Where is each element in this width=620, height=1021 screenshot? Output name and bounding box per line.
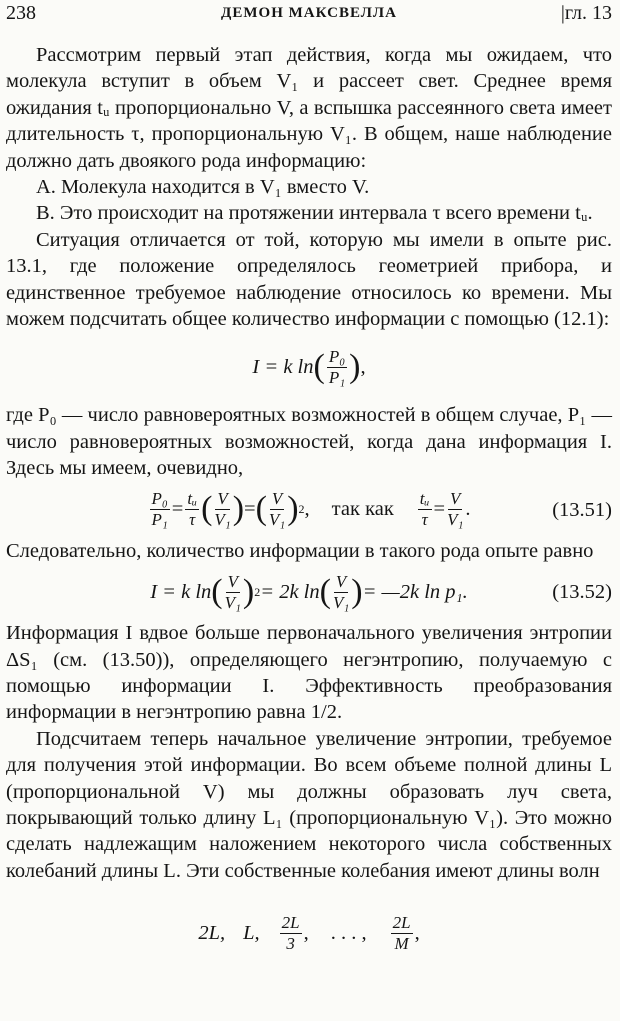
denominator: V₁ — [332, 592, 350, 612]
numerator: tᵤ — [187, 489, 198, 509]
numerator: V — [450, 489, 461, 509]
formula-information: I = k ln ( $\frac{\text{P₀}}{\text{P₁}}$ ) , — [252, 346, 366, 387]
denominator: P₁ — [151, 510, 168, 530]
equation-number: (13.52) — [552, 580, 612, 603]
running-title: ДЕМОН МАКСВЕЛЛА — [221, 5, 397, 21]
fraction — [225, 572, 241, 613]
page-number: 238 — [6, 2, 36, 24]
fraction — [150, 489, 170, 530]
denominator: τ — [421, 510, 428, 530]
fraction — [447, 489, 463, 530]
formula3-rhs: = —2k ln p₁. — [362, 580, 468, 603]
term-b: L, — [243, 921, 260, 944]
term-d-tail: , — [414, 921, 420, 944]
paragraph-4: Следовательно, количество информации в такого рода опыте равно — [6, 539, 594, 562]
paragraph-1: Рассмотрим первый этап действия, когда мы ожидаем, что молекула вступит в объем V₁ и рассеет свет. Среднее время ожидания tᵤ пропорционально V, а вспышка рассеянного света имеет длительность τ, пропорциональную V₁. В общем, наше наблюдение должно дать двоякого рода информацию: — [6, 44, 612, 172]
formula-13-51: $\frac{\text{P₀}}{\text{P₁}}$ = $\frac{\text{tᵤ}}{\tau}$ ( $\frac{V}{\text{V₁}}$ ) = ( $\frac{V}{\text{V₁}}$ ) 2 , так как $\frac{\text{tᵤ}}{\tau}$ = $\frac{V}{\text{V₁}}$ . (13.51) — [151, 489, 612, 530]
denominator: V₁ — [214, 510, 231, 530]
fraction — [214, 489, 230, 530]
item-a: А. Молекула находится в V₁ вместо V. — [36, 176, 370, 199]
fraction — [418, 489, 432, 530]
paragraph-3: где P₀ — число равновероятных возможностей в общем случае, P₁ — число равновероятных возможностей, когда дана информация I. Здесь мы имеем, очевидно, — [6, 404, 612, 480]
numerator: V — [227, 571, 238, 591]
denominator: τ — [189, 510, 196, 530]
fraction — [333, 572, 349, 613]
formula1-tail: , — [360, 356, 366, 379]
paragraph-6: Подсчитаем теперь начальное увеличение энтропии, требуемое для получения этой информации. Во всем объеме полной длины L (пропорциональной V) мы должны образовать луч света, покрывающий только длину L₁ (пропорциональную V₁). Это можно сделать надлежащим наложением некоторого числа собственных колебаний длины L. Эти собственные колебания имеют длины волн — [6, 727, 612, 882]
formula3-mid: = 2k ln — [260, 580, 320, 603]
item-b: В. Это происходит на протяжении интервала τ всего времени tᵤ. — [36, 202, 593, 225]
formula1-lhs: I = k ln — [252, 356, 314, 379]
exponent: 2 — [298, 502, 305, 517]
numerator: 2L — [392, 912, 411, 932]
fraction — [269, 489, 285, 530]
paragraph-5: Информация I вдвое больше первоначального увеличения энтропии ΔS₁ (см. (13.50)), определяющего негэнтропию, получаемую с помощью информации I. Эффективность преобразования информации в негэнтропию равна 1/2. — [6, 622, 612, 724]
formula3-lhs: I = k ln — [150, 580, 212, 603]
numerator: V — [271, 489, 283, 509]
ellipsis: . . . , — [330, 921, 367, 944]
denominator: 3 — [286, 933, 295, 953]
equation-number: (13.51) — [552, 498, 612, 521]
fraction — [327, 347, 347, 388]
fraction — [280, 913, 302, 954]
denominator: M — [394, 933, 409, 953]
numerator: P₀ — [328, 346, 346, 366]
numerator: tᵤ — [419, 489, 430, 509]
denominator: V₁ — [447, 510, 464, 530]
exponent: 2 — [254, 584, 261, 599]
term-c-tail: , — [303, 921, 309, 944]
fraction — [391, 913, 413, 954]
formula-13-52: I = k ln ( $\frac{V}{\text{V₁}}$ ) 2 = 2k ln ( $\frac{V}{\text{V₁}}$ ) = —2k ln p₁. (13.52) — [150, 571, 612, 612]
page-body — [6, 42, 612, 964]
denominator: V₁ — [268, 510, 286, 530]
denominator: P₁ — [328, 367, 346, 387]
fraction — [185, 489, 199, 530]
formula-wavelengths — [6, 902, 612, 964]
numerator: P₀ — [151, 489, 168, 509]
term-a: 2L, — [198, 921, 226, 944]
numerator: V — [335, 571, 347, 591]
connector-text: так как — [331, 498, 394, 521]
numerator: V — [217, 489, 228, 509]
paragraph-2: Ситуация отличается от той, которую мы имели в опыте рис. 13.1, где положение определялось геометрией прибора, и единственное требуемое наблюдение относилось ко времени. Мы можем подсчитать общее количество информации с помощью (12.1): — [6, 228, 612, 331]
numerator: 2L — [281, 912, 300, 932]
chapter-label: |гл. 13 — [560, 2, 612, 24]
running-header — [6, 2, 612, 28]
denominator: V₁ — [224, 592, 241, 612]
